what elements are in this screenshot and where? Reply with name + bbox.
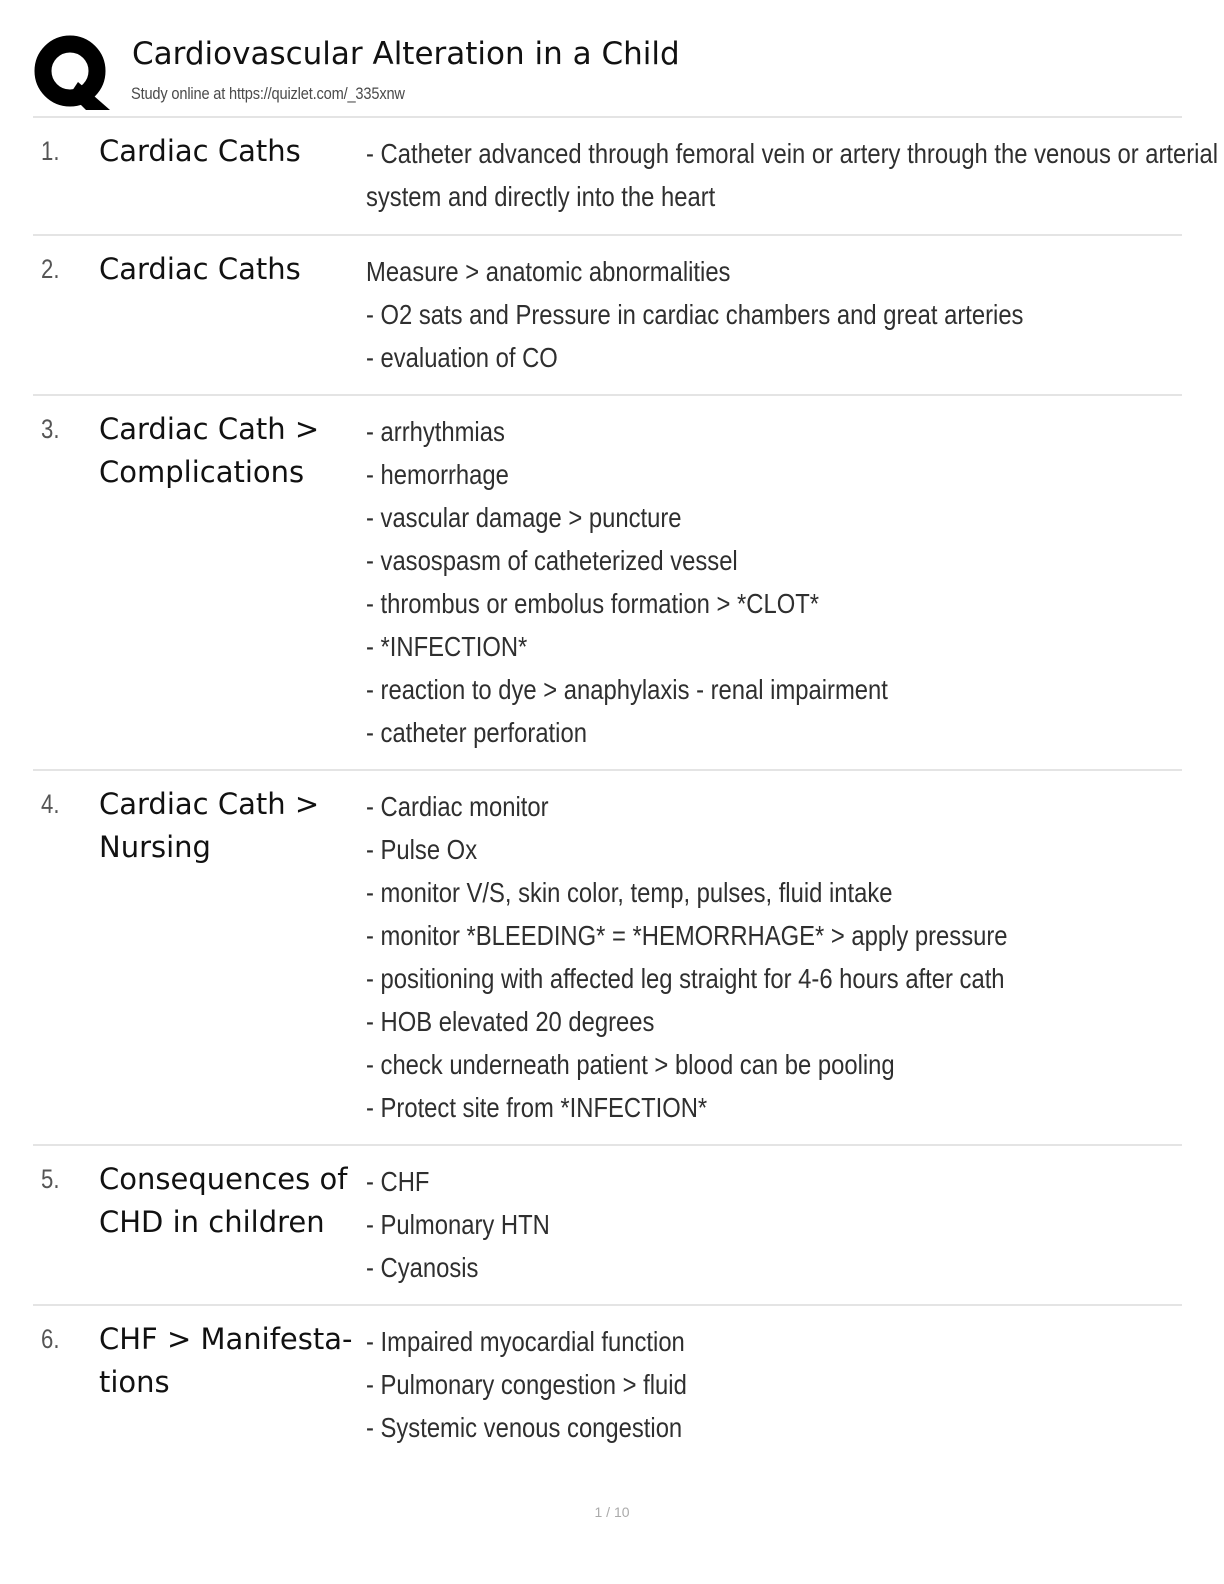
definition-line: - evaluation of CO xyxy=(366,342,558,373)
definition-line: - Pulse Ox xyxy=(366,834,478,865)
definition-line: - vasospasm of catheterized vessel xyxy=(366,545,738,576)
flashcard xyxy=(33,396,1182,771)
flashcard xyxy=(33,1146,1182,1306)
definition-line: - O2 sats and Pressure in cardiac chambers and great arteries xyxy=(366,299,1024,330)
term-line: Complications xyxy=(99,455,305,489)
definition-line: system and directly into the heart xyxy=(366,181,716,212)
definition-line: - monitor *BLEEDING* = *HEMORRHAGE* > apply pressure xyxy=(366,920,1008,951)
card-term xyxy=(99,1158,365,1244)
card-number: 5. xyxy=(41,1164,60,1194)
definition-line: - Cardiac monitor xyxy=(366,791,549,822)
card-definition xyxy=(366,785,1196,1129)
definition-line: - Impaired myocardial function xyxy=(366,1326,685,1357)
term-line: CHF > Manifesta- xyxy=(99,1322,353,1356)
flashcard xyxy=(33,236,1182,396)
card-number: 2. xyxy=(41,254,60,284)
card-number: 3. xyxy=(41,414,60,444)
term-line: CHD in children xyxy=(99,1205,325,1239)
term-line: Consequences of xyxy=(99,1162,348,1196)
card-definition xyxy=(366,250,1196,379)
definition-line: - thrombus or embolus formation > *CLOT* xyxy=(366,588,820,619)
definition-line: - Cyanosis xyxy=(366,1252,479,1283)
definition-line: - HOB elevated 20 degrees xyxy=(366,1006,655,1037)
definition-line: - reaction to dye > anaphylaxis - renal impairment xyxy=(366,674,888,705)
definition-line: - check underneath patient > blood can be pooling xyxy=(366,1049,895,1080)
flashcard-list xyxy=(33,116,1218,1466)
term-line: Cardiac Cath > xyxy=(99,787,320,821)
card-definition xyxy=(366,1160,1196,1289)
flashcard xyxy=(33,118,1218,236)
definition-line: - Systemic venous congestion xyxy=(366,1412,683,1443)
term-line: tions xyxy=(99,1365,170,1399)
study-online-link[interactable]: Study online at https://quizlet.com/_335xnw xyxy=(131,84,405,103)
card-term xyxy=(99,1318,365,1404)
definition-line: - vascular damage > puncture xyxy=(366,502,682,533)
card-term xyxy=(99,408,365,494)
definition-line: - *INFECTION* xyxy=(366,631,528,662)
card-definition xyxy=(366,410,1196,754)
card-term xyxy=(99,130,365,173)
definition-line: - Catheter advanced through femoral vein or artery through the venous or arterial xyxy=(366,138,1218,169)
card-number: 6. xyxy=(41,1324,60,1354)
definition-line: - Pulmonary congestion > fluid xyxy=(366,1369,687,1400)
card-term xyxy=(99,783,365,869)
term-line: Cardiac Caths xyxy=(99,252,301,286)
card-number: 4. xyxy=(41,789,60,819)
card-number: 1. xyxy=(41,136,60,166)
definition-line: - Pulmonary HTN xyxy=(366,1209,550,1240)
card-definition xyxy=(366,1320,1196,1449)
card-term xyxy=(99,248,365,291)
definition-line: Measure > anatomic abnormalities xyxy=(366,256,731,287)
definition-line: - CHF xyxy=(366,1166,430,1197)
page-number: 1 / 10 xyxy=(594,1504,630,1520)
term-line: Nursing xyxy=(99,830,211,864)
definition-line: - monitor V/S, skin color, temp, pulses, fluid intake xyxy=(366,877,893,908)
flashcard xyxy=(33,771,1182,1146)
definition-line: - arrhythmias xyxy=(366,416,505,447)
definition-line: - catheter perforation xyxy=(366,717,587,748)
definition-line: - positioning with affected leg straight for 4-6 hours after cath xyxy=(366,963,1005,994)
page-title: Cardiovascular Alteration in a Child xyxy=(132,36,680,72)
definition-line: - hemorrhage xyxy=(366,459,509,490)
term-line: Cardiac Cath > xyxy=(99,412,320,446)
term-line: Cardiac Caths xyxy=(99,134,301,168)
page-header xyxy=(34,34,1184,116)
flashcard xyxy=(33,1306,1182,1466)
card-definition xyxy=(366,132,1218,218)
quizlet-q-logo-icon xyxy=(34,34,110,110)
definition-line: - Protect site from *INFECTION* xyxy=(366,1092,708,1123)
